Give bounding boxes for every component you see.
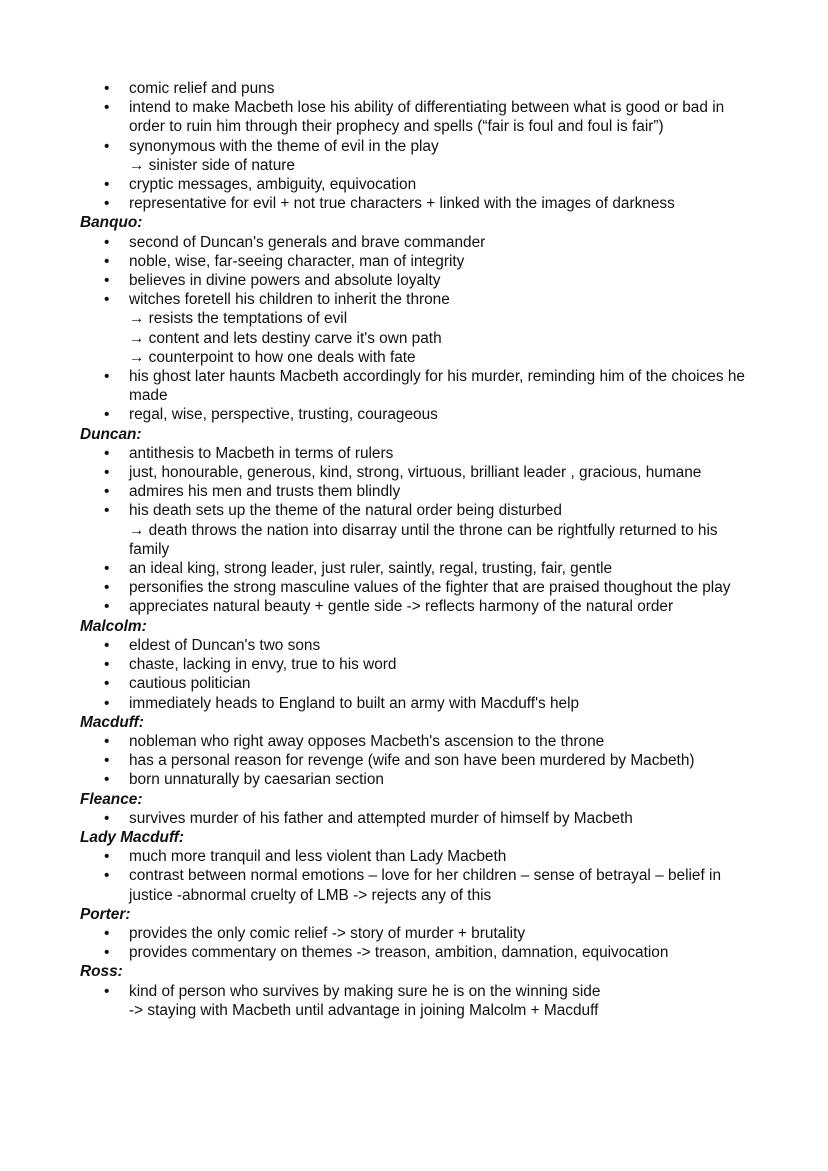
bullet-item <box>129 290 754 367</box>
bullet-item <box>129 751 754 770</box>
bullet-item <box>129 175 754 194</box>
character-section <box>0 713 828 790</box>
character-section <box>0 962 828 1020</box>
bullet-item <box>129 501 754 559</box>
bullet-list <box>0 233 828 425</box>
bullet-item <box>129 463 754 482</box>
character-section <box>0 617 828 713</box>
bullet-text: chaste, lacking in envy, true to his word <box>129 656 397 674</box>
bullet-item <box>129 405 754 424</box>
bullet-item <box>129 694 754 713</box>
character-section <box>0 425 828 617</box>
character-heading: Fleance: <box>80 790 143 808</box>
bullet-text: has a personal reason for revenge (wife and son have been murdered by Macbeth) <box>129 752 695 770</box>
bullet-text: provides commentary on themes -> treason, ambition, damnation, equivocation <box>129 944 669 962</box>
bullet-item <box>129 982 754 1020</box>
bullet-text: comic relief and puns <box>129 80 275 97</box>
bullet-item <box>129 943 754 962</box>
bullet-list <box>0 924 828 962</box>
bullet-text: synonymous with the theme of evil in the play <box>129 137 439 155</box>
bullet-text: second of Duncan's generals and brave commander <box>129 233 486 251</box>
sub-point: -> staying with Macbeth until advantage in joining Malcolm + Macduff <box>129 1001 599 1019</box>
bullet-list <box>0 732 828 790</box>
bullet-text: born unnaturally by caesarian section <box>129 771 384 789</box>
character-section <box>0 79 828 213</box>
bullet-text: admires his men and trusts them blindly <box>129 483 401 501</box>
sub-point: → counterpoint to how one deals with fate <box>129 348 416 366</box>
bullet-list <box>0 847 828 905</box>
bullet-text: representative for evil + not true characters + linked with the images of darkness <box>129 195 675 213</box>
bullet-item <box>129 98 754 136</box>
bullet-text: noble, wise, far-seeing character, man of integrity <box>129 252 465 270</box>
bullet-item <box>129 732 754 751</box>
bullet-item <box>129 866 754 904</box>
bullet-item <box>129 578 754 597</box>
character-heading: Porter: <box>80 905 131 923</box>
bullet-text: contrast between normal emotions – love for her children – sense of betrayal – belief in justice -abnormal cruelty of LMB -> rejects any of this <box>129 867 722 904</box>
bullet-text: just, honourable, generous, kind, strong, virtuous, brilliant leader , gracious, humane <box>129 464 702 482</box>
bullet-list <box>0 636 828 713</box>
bullet-item <box>129 770 754 789</box>
bullet-item <box>129 444 754 463</box>
bullet-item <box>129 482 754 501</box>
character-heading: Banquo: <box>80 214 143 232</box>
character-section <box>0 213 828 424</box>
bullet-item <box>129 655 754 674</box>
bullet-text: provides the only comic relief -> story of murder + brutality <box>129 924 526 942</box>
bullet-item <box>129 137 754 175</box>
character-heading: Malcolm: <box>80 617 147 635</box>
character-notes <box>0 79 828 1020</box>
character-heading: Macduff: <box>80 713 144 731</box>
bullet-text: immediately heads to England to built an army with Macduff's help <box>129 694 580 712</box>
bullet-text: eldest of Duncan's two sons <box>129 636 321 654</box>
bullet-item <box>129 809 754 828</box>
bullet-text: his death sets up the theme of the natural order being disturbed <box>129 502 562 520</box>
bullet-item <box>129 252 754 271</box>
bullet-text: an ideal king, strong leader, just ruler, saintly, regal, trusting, fair, gentle <box>129 560 613 578</box>
character-heading: Ross: <box>80 963 123 981</box>
bullet-text: antithesis to Macbeth in terms of rulers <box>129 444 394 462</box>
sub-point: → content and lets destiny carve it's own path <box>129 329 442 347</box>
bullet-list <box>0 809 828 828</box>
bullet-text: witches foretell his children to inherit the throne <box>129 291 450 309</box>
bullet-text: cryptic messages, ambiguity, equivocation <box>129 176 417 194</box>
bullet-list <box>0 444 828 617</box>
bullet-text: believes in divine powers and absolute loyalty <box>129 272 441 290</box>
bullet-text: survives murder of his father and attempted murder of himself by Macbeth <box>129 809 633 827</box>
bullet-text: nobleman who right away opposes Macbeth's ascension to the throne <box>129 732 605 750</box>
bullet-list <box>0 982 828 1020</box>
bullet-item <box>129 674 754 693</box>
bullet-item <box>129 636 754 655</box>
bullet-text: regal, wise, perspective, trusting, courageous <box>129 406 438 424</box>
bullet-item <box>129 924 754 943</box>
bullet-item <box>129 271 754 290</box>
sub-point: → resists the temptations of evil <box>129 310 348 328</box>
bullet-text: his ghost later haunts Macbeth accordingly for his murder, reminding him of the choices he made <box>129 368 745 405</box>
bullet-item <box>129 194 754 213</box>
bullet-text: much more tranquil and less violent than Lady Macbeth <box>129 848 507 866</box>
bullet-item <box>129 79 754 98</box>
bullet-list <box>0 79 828 213</box>
bullet-text: cautious politician <box>129 675 251 693</box>
sub-point: → sinister side of nature <box>129 156 295 174</box>
character-section <box>0 790 828 828</box>
bullet-item <box>129 233 754 252</box>
bullet-item <box>129 559 754 578</box>
bullet-text: appreciates natural beauty + gentle side -> reflects harmony of the natural order <box>129 598 674 616</box>
character-section <box>0 828 828 905</box>
bullet-item <box>129 847 754 866</box>
bullet-item <box>129 367 754 405</box>
sub-point: → death throws the nation into disarray until the throne can be rightfully returned to his family <box>129 521 718 558</box>
character-heading: Duncan: <box>80 425 142 443</box>
bullet-text: kind of person who survives by making sure he is on the winning side <box>129 982 601 1000</box>
bullet-item <box>129 597 754 616</box>
character-heading: Lady Macduff: <box>80 828 185 846</box>
bullet-text: personifies the strong masculine values of the fighter that are praised thoughout the play <box>129 579 731 597</box>
character-section <box>0 905 828 963</box>
bullet-text: intend to make Macbeth lose his ability of differentiating between what is good or bad in order to ruin him through their prophecy and spells (“fair is foul and foul is fair”) <box>129 99 725 136</box>
